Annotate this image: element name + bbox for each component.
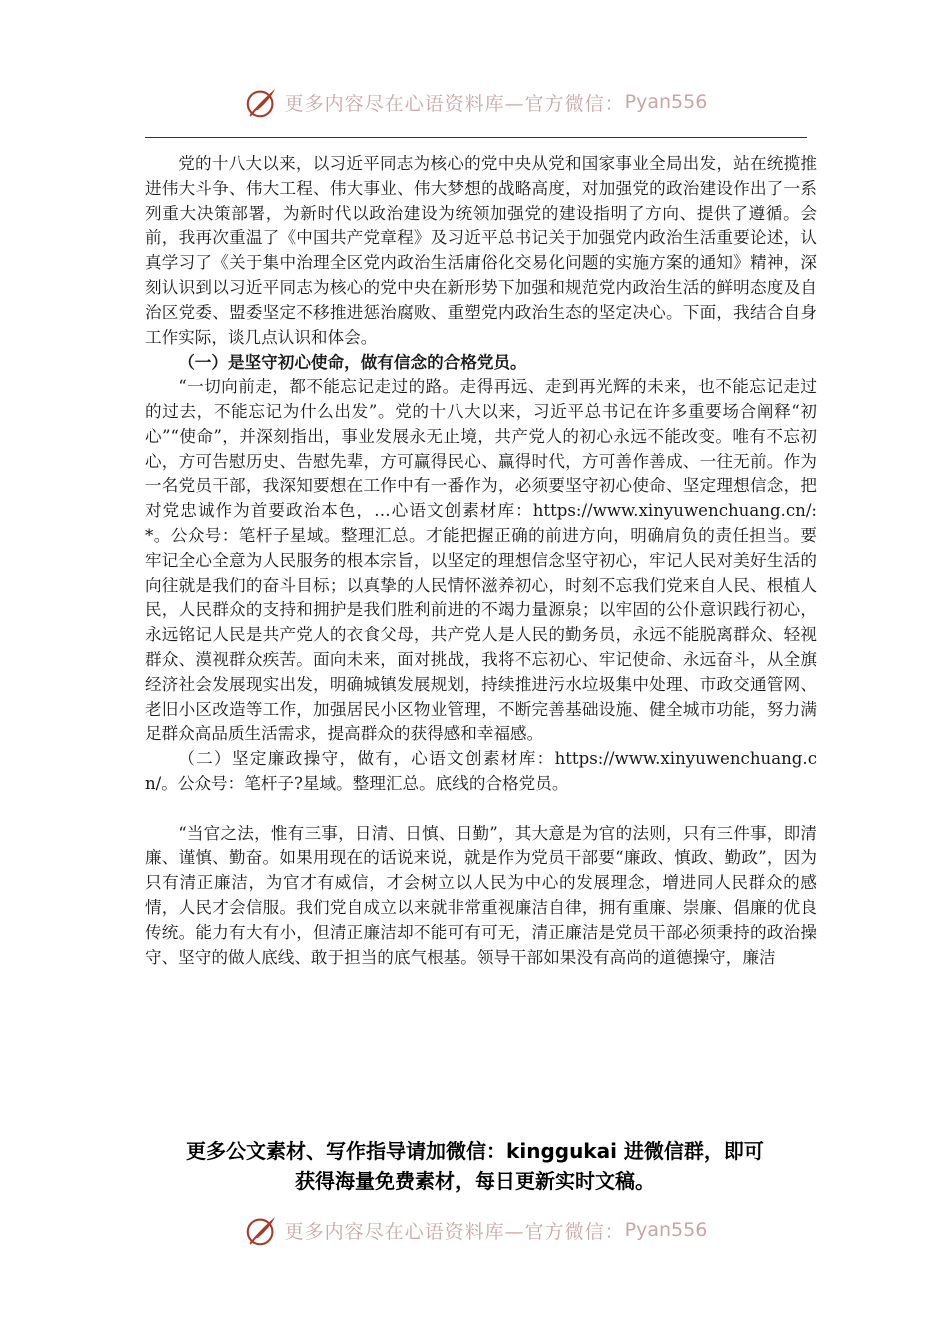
header-banner-text: 更多内容尽在心语资料库—官方微信： xyxy=(284,92,625,115)
footer-notice-line-1: 更多公文素材、写作指导请加微信：kinggukai 进微信群，即可 xyxy=(186,1139,764,1163)
section-heading-1: （一）是坚守初心使命，做有信念的合格党员。 xyxy=(178,352,527,373)
paragraph-intro: 党的十八大以来，以习近平同志为核心的党中央从党和国家事业全局出发，站在统揽推进伟大斗争、伟大工程、伟大事业、伟大梦想的战略高度，对加强党的政治建设作出了一系列重大决策部署，为新时代以政治建设为统领加强党的建设指明了方向、提供了遵循。会前，我再次重温了《中国共产党章程》及习近平总书记关于加强党内政治生活重要论述，认真学习了《关于集中治理全区党内政治生活庸俗化交易化问题的实施方案的通知》精神，深刻认识到以习近平同志为核心的党中央在新形势下加强和规范党内政治生活的鲜明态度及自治区党委、盟委坚定不移推进惩治腐败、重塑党内政治生态的坚定决心。下面，我结合自身工作实际，谈几点认识和体会。 xyxy=(145,154,817,347)
header-rule xyxy=(145,137,807,138)
header-banner-wechat-id: Pyan556 xyxy=(624,91,708,113)
quill-logo-icon xyxy=(243,1211,281,1249)
footer-notice xyxy=(0,1136,950,1196)
quill-logo-icon xyxy=(243,83,281,121)
footer-banner-wechat-id: Pyan556 xyxy=(624,1219,708,1241)
header-banner xyxy=(0,80,950,124)
footer-banner-text: 更多内容尽在心语资料库—官方微信： xyxy=(284,1220,625,1243)
paragraph-section-1: “一切向前走，都不能忘记走过的路。走得再远、走到再光辉的未来，也不能忘记走过的过去，不能忘记为什么出发”。党的十八大以来，习近平总书记在许多重要场合阐释“初心”“使命”，并深刻指出，事业发展永无止境，共产党人的初心永远不能改变。唯有不忘初心，方可告慰历史、告慰先辈，方可赢得民心、赢得时代，方可善作善成、一往无前。作为一名党员干部，我深知要想在工作中有一番作为，必须要坚守初心使命、坚定理想信念，把对党忠诚作为首要政治本色，…心语文创素材库：https://www.xinyuwenchuang.cn/:*。公众号：笔杆子星域。整理汇总。才能把握正确的前进方向，明确肩负的责任担当。要牢记全心全意为人民服务的根本宗旨，以坚定的理想信念坚守初心，牢记人民对美好生活的向往就是我们的奋斗目标；以真挚的人民情怀滋养初心，时刻不忘我们党来自人民、根植人民，人民群众的支持和拥护是我们胜利前进的不竭力量源泉；以牢固的公仆意识践行初心，永远铭记人民是共产党人的衣食父母，共产党人是人民的勤务员，永远不能脱离群众、轻视群众、漠视群众疾苦。面向未来，面对挑战，我将不忘初心、牢记使命、永远奋斗，从全旗经济社会发展现实出发，明确城镇发展规划，持续推进污水垃圾集中处理、市政交通管网、老旧小区改造等工作，加强居民小区物业管理，不断完善基础设施、健全城市功能，努力满足群众高品质生活需求，提高群众的获得感和幸福感。 xyxy=(145,377,817,744)
document-body xyxy=(145,152,817,970)
section-heading-2: （二）坚定廉政操守，做有，心语文创素材库：https://www.xinyuwenchuang.cn/。公众号：笔杆子?星域。整理汇总。底线的合格党员。 xyxy=(145,749,817,793)
footer-notice-line-2: 获得海量免费素材，每日更新实时文稿。 xyxy=(295,1169,655,1193)
paragraph-section-2: “当官之法，惟有三事，日清、日慎、日勤”，其大意是为官的法则，只有三件事，即清廉、谨慎、勤奋。如果用现在的话说来说，就是作为党员干部要“廉政、慎政、勤政”，因为只有清正廉洁，为官才有威信，才会树立以人民为中心的发展理念，增进同人民群众的感情，人民才会信服。我们党自成立以来就非常重视廉洁自律，拥有重廉、崇廉、倡廉的优良传统。能力有大有小，但清正廉洁却不能可有可无，清正廉洁是党员干部必须秉持的政治操守、坚守的做人底线、敢于担当的底气根基。领导干部如果没有高尚的道德操守，廉洁 xyxy=(145,823,817,967)
footer-banner xyxy=(0,1208,950,1252)
